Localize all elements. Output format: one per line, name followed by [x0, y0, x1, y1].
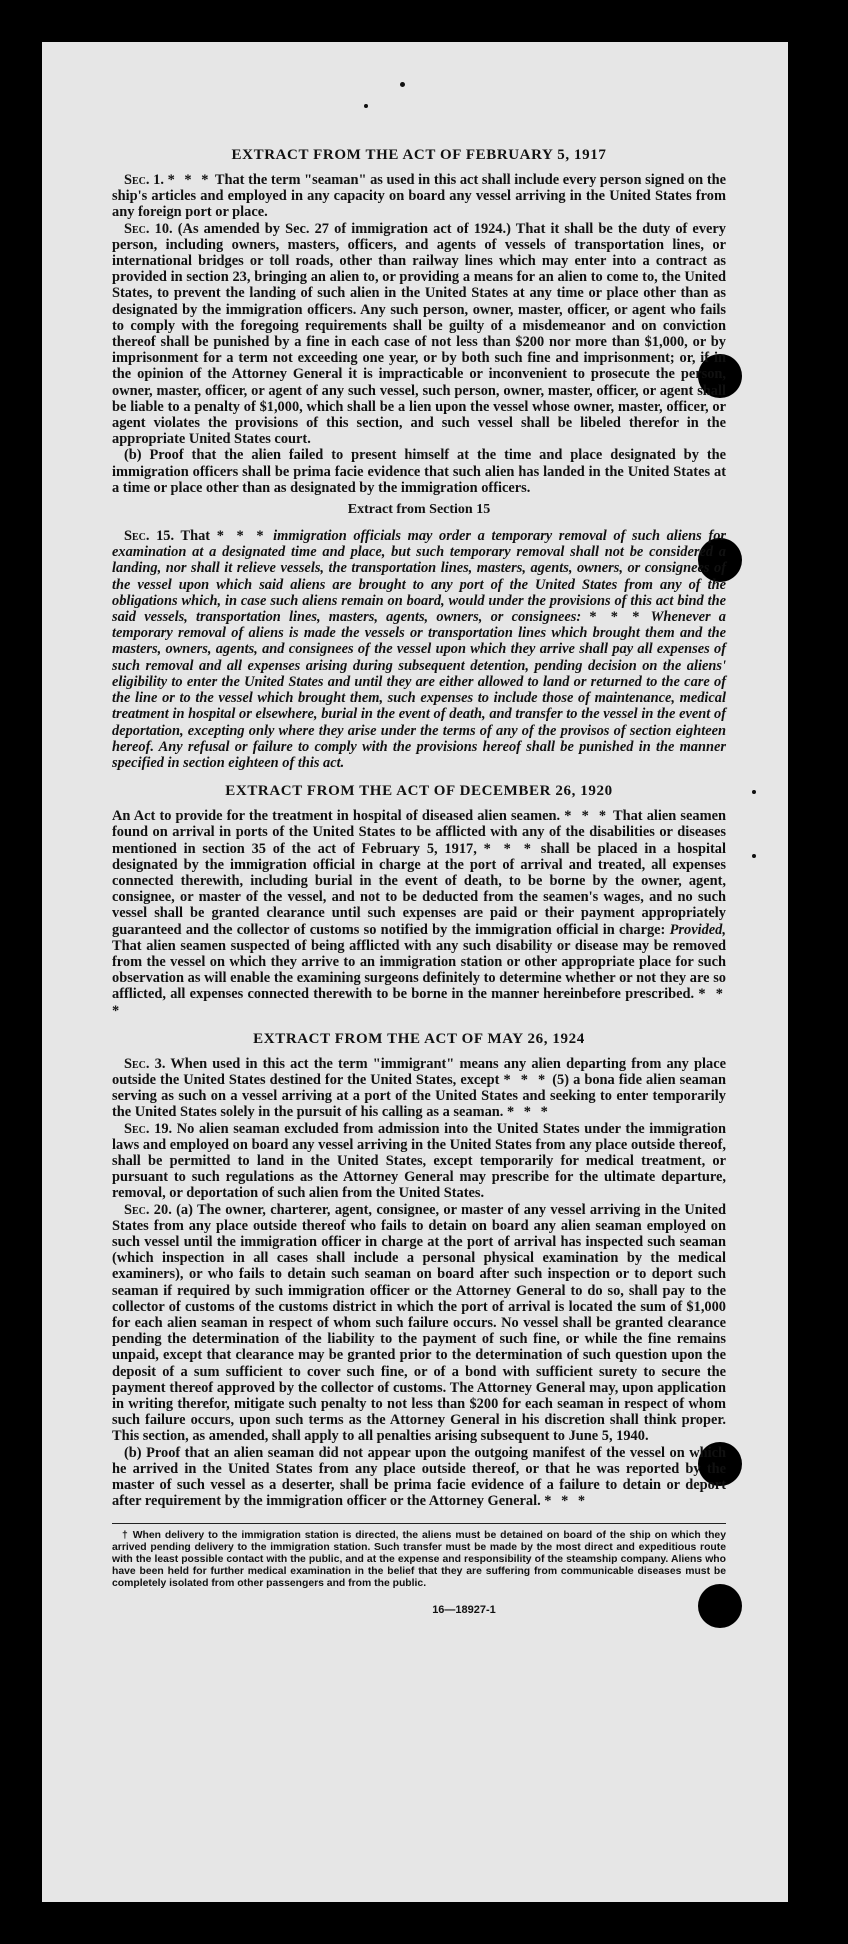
- footnote: † When delivery to the immigration station is directed, the aliens must be detained on board of the ship on which they arrived pending delivery to the immigration station. Such transfer must be made by the most direct and expeditious route with the least possible contact with the public, and at the expense and responsibility of the steamship company. Aliens who have been held for further medical examination in the belief that they are suffering from communicable diseases must be completely isolated from other passengers and from the public.: [112, 1530, 726, 1590]
- paragraph-text: (a) The owner, charterer, agent, consignee, or master of any vessel arriving in the United States from any place outside thereof who fails to detain on board any alien seaman employed on such vessel until the immigration officer in charge at the port of arrival has inspected such seaman (which inspection in all cases shall include a personal physical examination by the medical examiners), or who fails to detain such seaman on board after such inspection or to deport such seaman if required by such immigration officer or the Attorney General to do so, shall pay to the collector of customs of the customs district in which the port of arrival is located the sum of $1,000 for each alien seaman in respect of whom such failure occurs. No vessel shall be granted clearance pending the determination of the liability to the payment of such fine, or while the fine remains unpaid, except that clearance may be granted prior to the determination of such question upon the deposit of a sum sufficient to cover such fine, or of a bond with sufficient surety to secure the payment thereof approved by the collector of customs. The Attorney General may, upon application in writing therefor, mitigate such penalty to not less than $200 for each seaman in respect of whom such failure occurs, upon such terms as the Attorney General in his discretion shall think proper. This section, as amended, shall apply to all penalties arising subsequent to June 5, 1940.: [112, 1201, 726, 1445]
- paragraph-sec-1: [112, 172, 726, 221]
- paragraph-text: No alien seaman excluded from admission into the United States under the immigration laws and employed on board any vessel arriving in the United States from any place outside thereof, shall be permitted to land in the United States, except temporarily for medical treatment, or pursuant to such regulations as the Attorney General may prescribe for the ultimate departure, removal, or deportation of such alien from the United States.: [112, 1120, 726, 1202]
- paragraph-text: That: [180, 528, 211, 545]
- ellipsis-stars: * * *: [216, 528, 267, 545]
- paragraph-text: (b) Proof that an alien seaman did not appear upon the outgoing manifest of the vessel on which he arrived in the United States from any place outside thereof, or that he was reported by the master of such vessel as a deserter, shall be prima facie evidence of a failure to detain or deport after requirement by the immigration officer or the Attorney General.: [112, 1444, 726, 1510]
- paragraph-sec-20: [112, 1202, 726, 1445]
- section-label: Sec. 20.: [124, 1201, 172, 1218]
- ellipsis-stars: * * *: [506, 1104, 551, 1121]
- section-label: Sec. 1.: [124, 172, 164, 188]
- ink-speck: [752, 854, 756, 858]
- paragraph-italic-text: Whenever a temporary removal of aliens is made the vessels or transportation lines which brought them and the masters, owners, agents, and consignees of the vessel upon which they arrive shall pay all expenses of such removal and all expenses arising during subsequent detention, pending decision on the aliens' eligibility to enter the United States and until they are either allowed to land or returned to the care of the line or to the vessel which brought them, such expenses to include those of maintenance, medical treatment in hospital or elsewhere, burial in the event of death, and transfer to the vessel in the event of deportation, excepting only where they arise under the terms of any of the provisos of section eighteen hereof. Any refusal or failure to comply with the provisions hereof shall be punished in the manner specified in section eighteen of this act.: [112, 609, 727, 771]
- ink-speck: [752, 790, 756, 794]
- paragraph-text: That alien seamen found on arrival in ports of the United States to be afflicted with any of the disabilities or diseases mentioned in section 35 of the act of February 5, 1917,: [112, 808, 726, 857]
- paragraph-sec-15: [112, 528, 726, 771]
- paragraph-sec-3: [112, 1056, 726, 1121]
- heading-act-1917: EXTRACT FROM THE ACT OF FEBRUARY 5, 1917: [231, 147, 607, 163]
- ink-speck: [364, 104, 368, 108]
- ellipsis-stars: * * *: [564, 808, 610, 825]
- paragraph-text: An Act to provide for the treatment in hospital of diseased alien seamen.: [112, 808, 561, 825]
- paragraph-text: When used in this act the term "immigrant" means any alien departing from any place outside the United States destined for the United States, except: [112, 1055, 726, 1088]
- paragraph-italic-text: immigration officials may order a temporary removal of such aliens for examination at a designated time and place, but such temporary removal shall not be considered a landing, nor shall it relieve vessels, the transportation lines, masters, agents, owners, or consignees of the vessel upon which said aliens are brought to any port of the United States from any of the obligations which, in case such aliens remain on board, would under the provisions of this act bind the said vessels, transportation lines, masters, agents, owners, or consignees:: [112, 528, 726, 626]
- paragraph-text: That the term "seaman" as used in this act shall include every person signed on the ship's articles and employed in any capacity on board any vessel arriving in the United States from any foreign port or place.: [112, 172, 727, 221]
- paragraph-act-1920: [112, 808, 726, 1019]
- ellipsis-stars: * * *: [503, 1071, 549, 1088]
- ellipsis-stars: * * *: [589, 609, 643, 626]
- ellipsis-stars: * * *: [167, 172, 212, 188]
- paragraph-sec-10-b: (b) Proof that the alien failed to present himself at the time and place designated by the immigration officers shall be prima facie evidence that such alien has landed in the United States at a time or place other than as designated by the immigration officers.: [112, 447, 726, 496]
- ellipsis-stars: * * *: [483, 840, 534, 857]
- ellipsis-stars: * * *: [112, 986, 726, 1019]
- paragraph-text: (As amended by Sec. 27 of immigration act of 1924.) That it shall be the duty of every person, including owners, masters, officers, and agents of vessels of transportation lines, or international bridges or toll roads, other than railway lines which may enter into a contract as provided in section 23, bringing an alien to, or providing a means for an alien to come to, the United States, to prevent the landing of such alien in the United States at any time or place other than as designated by the immigration officers. Any such person, owner, master, officer, or agent who fails to comply with the foregoing requirements shall be guilty of a misdemeanor and on conviction thereof shall be punished by a fine in each case of not less than $200 nor more than $1,000, or by imprisonment for a term not exceeding one year, or by both such fine and imprisonment; or, if in the opinion of the Attorney General it is impracticable or inconvenient to prosecute the person, owner, master, officer, or agent of any such vessel, such person, owner, master, officer, or agent shall be liable to a penalty of $1,000, which shall be a lien upon the vessel whose owner, master, officer, or agent violates the provisions of this section, and such vessel shall be libeled therefor in the appropriate United States court.: [112, 220, 726, 448]
- provided-label: Provided,: [669, 921, 726, 938]
- paragraph-sec-20-b: [112, 1445, 726, 1510]
- paragraph-sec-10: [112, 221, 726, 448]
- document-body: [112, 147, 726, 1616]
- paragraph-text: shall be placed in a hospital designated by the immigration official in charge at the port of arrival and treated, all expenses connected therewith, including burial in the event of death, to be borne by the owner, agent, consignee, or master of the vessel, and not to be deducted from the seamen's wages, and no such vessel shall be granted clearance until such expenses are paid or their payment appropriately guaranteed and the collector of customs so notified by the immigration official in charge:: [112, 840, 727, 938]
- paragraph-text: That alien seamen suspected of being afflicted with any such disability or disease may be removed from the vessel on which they arrive to an immigration station or other appropriate place for such observation as will enable the examining surgeons definitely to determine whether or not they are so afflicted, all expenses connected therewith to be borne in the manner hereinbefore prescribed.: [112, 937, 726, 1003]
- paragraph-sec-19: [112, 1121, 726, 1202]
- section-label: Sec. 15.: [124, 528, 175, 545]
- section-label: Sec. 19.: [124, 1120, 173, 1137]
- ellipsis-stars: * * *: [544, 1493, 589, 1510]
- heading-act-1920: EXTRACT FROM THE ACT OF DECEMBER 26, 1920: [225, 783, 613, 800]
- section-label: Sec. 10.: [124, 220, 173, 237]
- heading-act-1924: EXTRACT FROM THE ACT OF MAY 26, 1924: [253, 1030, 585, 1047]
- paragraph-text: (5) a bona fide alien seaman serving as such on a vessel arriving at a port of the United States and seeking to enter temporarily the United States solely in the pursuit of his calling as a seaman.: [112, 1071, 726, 1121]
- footnote-divider: [112, 1523, 726, 1524]
- ink-speck: [400, 82, 405, 87]
- document-page: [42, 42, 788, 1902]
- section-label: Sec. 3.: [124, 1055, 166, 1072]
- heading-section-15: Extract from Section 15: [347, 502, 491, 518]
- form-number: 16—18927-1: [432, 1604, 496, 1617]
